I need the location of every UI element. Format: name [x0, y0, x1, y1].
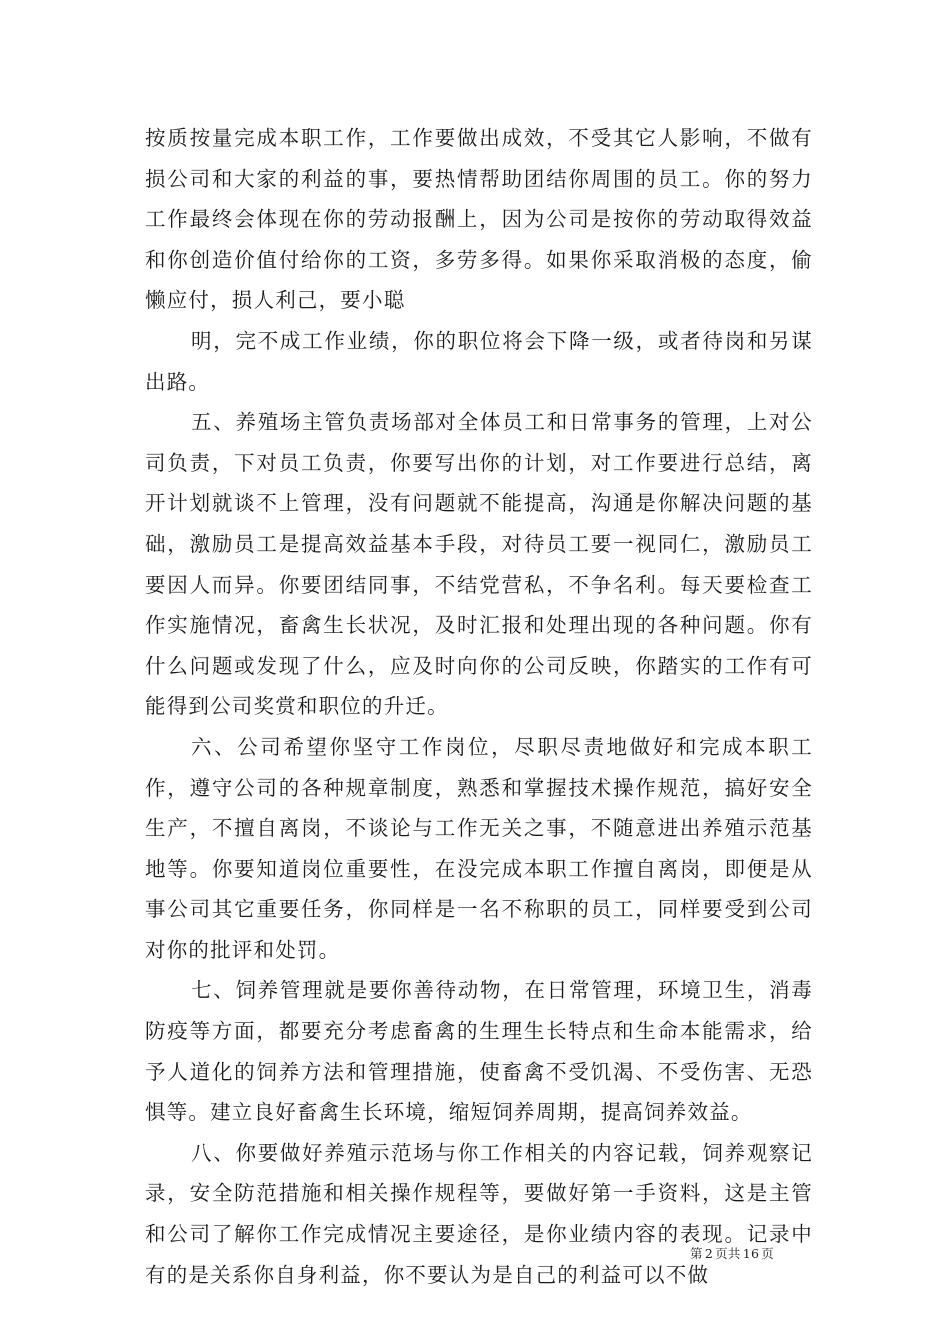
- page-footer: [690, 1244, 820, 1262]
- paragraph-1: 按质按量完成本职工作，工作要做出成效，不受其它人影响，不做有损公司和大家的利益的事，要热情帮助团结你周围的员工。你的努力工作最终会体现在你的劳动报酬上，因为公司是按你的劳动取得效益和你创造价值付给你的工资，多劳多得。如果你采取消极的态度，偷懒应付，损人利己，要小聪: [145, 126, 813, 313]
- footer-prefix: 第: [690, 1246, 703, 1261]
- paragraph-2: 明，完不成工作业绩，你的职位将会下降一级，或者待岗和另谋出路。: [145, 328, 813, 394]
- footer-total-pages: 16: [742, 1246, 760, 1261]
- paragraph-4: 六、公司希望你坚守工作岗位，尽职尽责地做好和完成本职工作，遵守公司的各种规章制度，熟悉和掌握技术操作规范，搞好安全生产，不擅自离岗，不谈论与工作无关之事，不随意进出养殖示范基地等。你要知道岗位重要性，在没完成本职工作擅自离岗，即便是从事公司其它重要任务，你同样是一名不称职的员工，同样要受到公司对你的批评和处罚。: [145, 734, 813, 962]
- paragraph-6: 八、你要做好养殖示范场与你工作相关的内容记载，饲养观察记录，安全防范措施和相关操作规程等，要做好第一手资料，这是主管和公司了解你工作完成情况主要途径，是你业绩内容的表现。记录中有的是关系你自身利益，你不要认为是自己的利益可以不做: [145, 1140, 813, 1287]
- footer-current-page: 2: [704, 1246, 714, 1261]
- paragraph-5: 七、饲养管理就是要你善待动物，在日常管理，环境卫生，消毒防疫等方面，都要充分考虑畜禽的生理生长特点和生命本能需求，给予人道化的饲养方法和管理措施，使畜禽不受饥渴、不受伤害、无恐惧等。建立良好畜禽生长环境，缩短饲养周期，提高饲养效益。: [145, 978, 813, 1125]
- footer-suffix: 页: [761, 1246, 775, 1261]
- footer-middle: 页共: [715, 1246, 741, 1261]
- paragraph-3: 五、养殖场主管负责场部对全体员工和日常事务的管理，上对公司负责，下对员工负责，你要写出你的计划，对工作要进行总结，离开计划就谈不上管理，没有问题就不能提高，沟通是你解决问题的基础，激励员工是提高效益基本手段，对待员工要一视同仁，激励员工要因人而异。你要团结同事，不结党营私，不争名利。每天要检查工作实施情况，畜禽生长状况，及时汇报和处理出现的各种问题。你有什么问题或发现了什么，应及时向你的公司反映，你踏实的工作有可能得到公司奖赏和职位的升迁。: [145, 410, 813, 719]
- document-body: [145, 118, 813, 1295]
